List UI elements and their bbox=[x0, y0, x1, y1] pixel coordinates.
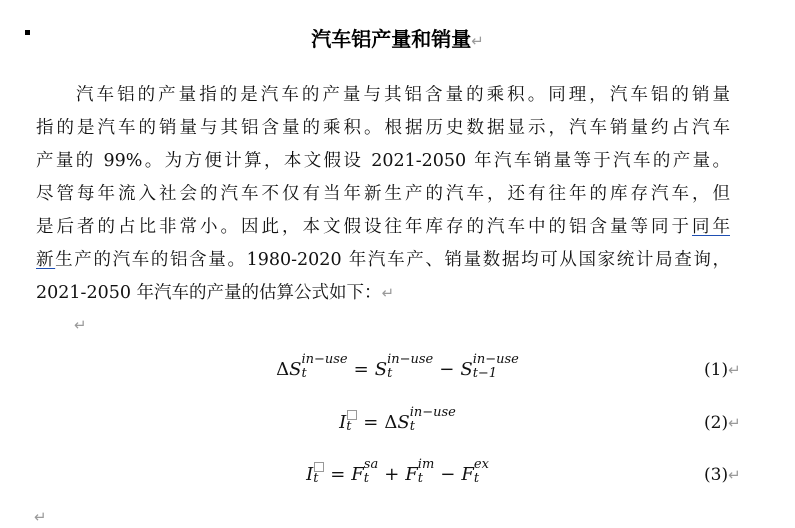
tracked-change-link[interactable]: 同年 bbox=[692, 217, 730, 237]
paragraph-line-2: 指的是汽车的销量与其铝含量的乘积。根据历史数据显示，汽车销量约占汽车 bbox=[36, 118, 730, 138]
paragraph-line-4: 尽管每年流入社会的汽车不仅有当年新生产的汽车，还有往年的库存汽车，但 bbox=[36, 184, 730, 204]
equation-1-number: (1)↵ bbox=[704, 360, 741, 380]
paragraph-mark: ↵ bbox=[471, 32, 484, 50]
paragraph-line-7 bbox=[36, 277, 730, 310]
title-text: 汽车铝产量和销量 bbox=[311, 27, 472, 51]
paragraph-mark: ↵ bbox=[381, 284, 395, 302]
paragraph-line-5-text: 是后者的占比非常小。因此，本文假设往年库存的汽车中的铝含量等同于 bbox=[36, 217, 692, 237]
paragraph-line-5 bbox=[36, 211, 730, 244]
paragraph-line-6 bbox=[36, 244, 730, 277]
equation-1: ΔS in−use t = S in−use t − S in−use t−1 bbox=[276, 352, 519, 381]
paragraph-line-6-text: 生产的汽车的铝含量。1980-2020 年汽车产、销量数据均可从国家统计局查询， bbox=[55, 250, 730, 270]
empty-paragraph-mark: ↵ bbox=[74, 316, 87, 334]
equation-3: I t = F sa t + F im t − F ex t bbox=[306, 457, 489, 486]
paragraph-line-3: 产量的 99%。为方便计算，本文假设 2021-2050 年汽车销量等于汽车的产量。 bbox=[36, 151, 730, 171]
empty-paragraph-mark-bottom: ↵ bbox=[34, 508, 47, 526]
equation-2-number: (2)↵ bbox=[704, 413, 741, 433]
paragraph-line-1: 汽车铝的产量指的是汽车的产量与其铝含量的乘积。同理，汽车铝的销量 bbox=[76, 85, 730, 105]
equation-3-number: (3)↵ bbox=[704, 465, 741, 485]
equation-2: I t = ΔS in−use t bbox=[339, 405, 456, 434]
tracked-change-link-2[interactable]: 新 bbox=[36, 250, 56, 270]
paragraph-line-7-text: 2021-2050 年汽车的产量的估算公式如下： bbox=[36, 283, 382, 303]
document-title bbox=[0, 24, 795, 56]
